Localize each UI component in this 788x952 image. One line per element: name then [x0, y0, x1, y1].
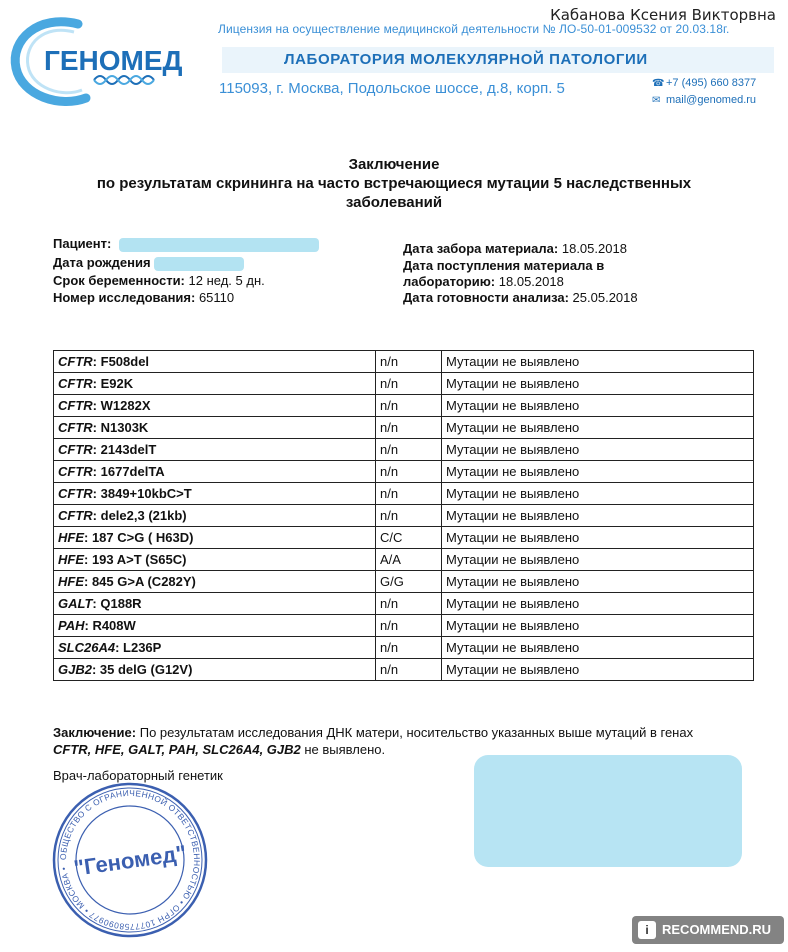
gene-name: CFTR	[58, 486, 93, 501]
genotype-cell: n/n	[376, 483, 442, 505]
ready-date-label: Дата готовности анализа:	[403, 290, 569, 305]
dob-row	[53, 255, 244, 271]
table-row	[54, 505, 754, 527]
conclusion-text-1: По результатам исследования ДНК матери, носительство указанных выше мутаций в генах	[139, 725, 694, 740]
result-cell: Мутации не выявлено	[442, 615, 754, 637]
result-cell: Мутации не выявлено	[442, 571, 754, 593]
uploader-name: Кабанова Ксения Викторвна	[550, 6, 776, 24]
result-cell: Мутации не выявлено	[442, 505, 754, 527]
received-date-label-1: Дата поступления материала в	[403, 258, 605, 273]
envelope-icon: ✉	[652, 95, 661, 106]
patient-name-label: Пациент:	[53, 236, 112, 251]
genotype-cell: n/n	[376, 417, 442, 439]
table-row	[54, 549, 754, 571]
genotype-cell: n/n	[376, 615, 442, 637]
phone-icon: ☎	[652, 78, 665, 89]
table-row	[54, 593, 754, 615]
mail-line	[652, 94, 756, 106]
gene-mutation-cell	[54, 615, 376, 637]
gene-mutation-cell	[54, 593, 376, 615]
table-row	[54, 461, 754, 483]
mutation-name: E92K	[100, 376, 134, 391]
license-text: Лицензия на осуществление медицинской деятельности № ЛО-50-01-009532 от 20.03.18г.	[218, 22, 730, 36]
pregnancy-value: 12 нед. 5 дн.	[188, 273, 265, 288]
table-row	[54, 439, 754, 461]
gene-colon: :	[92, 420, 101, 435]
gene-colon: :	[92, 354, 101, 369]
pregnancy-row	[53, 273, 265, 289]
result-cell: Мутации не выявлено	[442, 593, 754, 615]
received-date-row	[403, 258, 604, 290]
gene-colon: :	[84, 530, 92, 545]
conclusion-genes: CFTR, HFE, GALT, PAH, SLC26A4, GJB2	[53, 742, 301, 757]
gene-name: CFTR	[58, 442, 93, 457]
gene-name: CFTR	[58, 508, 93, 523]
genotype-cell: n/n	[376, 505, 442, 527]
collect-date-label: Дата забора материала:	[403, 241, 559, 256]
result-cell: Мутации не выявлено	[442, 417, 754, 439]
gene-mutation-cell	[54, 549, 376, 571]
result-cell: Мутации не выявлено	[442, 637, 754, 659]
received-date-label-2: лабораторию:	[403, 274, 496, 289]
table-row	[54, 637, 754, 659]
mutation-name: 193 A>T (S65C)	[91, 552, 187, 567]
gene-name: GJB2	[58, 662, 92, 677]
results-table	[53, 350, 754, 681]
table-row	[54, 351, 754, 373]
table-row	[54, 483, 754, 505]
genotype-cell: n/n	[376, 439, 442, 461]
conclusion-label: Заключение:	[53, 725, 137, 740]
gene-name: HFE	[58, 530, 84, 545]
mutation-name: L236P	[123, 640, 162, 655]
gene-mutation-cell	[54, 395, 376, 417]
email-address: mail@genomed.ru	[666, 94, 757, 106]
genotype-cell: n/n	[376, 637, 442, 659]
gene-colon: :	[91, 662, 100, 677]
result-cell: Мутации не выявлено	[442, 351, 754, 373]
recommend-watermark	[632, 916, 784, 944]
mutation-name: R408W	[92, 618, 136, 633]
table-row	[54, 417, 754, 439]
title-line-2: по результатам скрининга на часто встречающиеся мутации 5 наследственных	[96, 175, 692, 192]
ready-date-value: 25.05.2018	[572, 290, 638, 305]
table-row	[54, 615, 754, 637]
redacted-signature	[474, 755, 742, 867]
recommend-logo-icon: i	[638, 921, 656, 939]
genotype-cell: C/C	[376, 527, 442, 549]
gene-name: HFE	[58, 552, 84, 567]
gene-name: SLC26A4	[58, 640, 116, 655]
genotype-cell: n/n	[376, 659, 442, 681]
patient-name-row	[53, 236, 319, 252]
gene-name: CFTR	[58, 354, 93, 369]
gene-name: PAH	[58, 618, 85, 633]
redacted-patient-name	[119, 238, 319, 252]
lab-address: 115093, г. Москва, Подольское шоссе, д.8, корп. 5	[219, 80, 565, 97]
mutation-name: 1677delTA	[100, 464, 165, 479]
gene-name: CFTR	[58, 464, 93, 479]
dob-label: Дата рождения	[53, 255, 151, 270]
mutation-name: dele2,3 (21kb)	[100, 508, 187, 523]
gene-colon: :	[84, 574, 92, 589]
doctor-label: Врач-лабораторный генетик	[53, 768, 223, 783]
study-number-value: 65110	[198, 290, 235, 305]
received-date-value: 18.05.2018	[498, 274, 564, 289]
collect-date-value: 18.05.2018	[561, 241, 627, 256]
result-cell: Мутации не выявлено	[442, 461, 754, 483]
gene-mutation-cell	[54, 637, 376, 659]
gene-colon: :	[92, 376, 101, 391]
mutation-name: 845 G>A (C282Y)	[91, 574, 196, 589]
stamp-ring-text: ОБЩЕСТВО С ОГРАНИЧЕННОЙ ОТВЕТСТВЕННОСТЬЮ • ОГРН 1077758090977 • МОСКВА •	[57, 787, 203, 933]
result-cell: Мутации не выявлено	[442, 659, 754, 681]
gene-name: CFTR	[58, 398, 93, 413]
watermark-text: RECOMMEND.RU	[662, 922, 772, 937]
result-cell: Мутации не выявлено	[442, 373, 754, 395]
gene-colon: :	[84, 618, 93, 633]
gene-mutation-cell	[54, 351, 376, 373]
gene-colon: :	[92, 486, 101, 501]
collect-date-row	[403, 241, 627, 257]
lab-name-banner: ЛАБОРАТОРИЯ МОЛЕКУЛЯРНОЙ ПАТОЛОГИИ	[222, 47, 774, 73]
gene-mutation-cell	[54, 659, 376, 681]
gene-name: CFTR	[58, 420, 93, 435]
gene-colon: :	[115, 640, 124, 655]
results-table-body	[54, 351, 754, 681]
mutation-name: N1303K	[100, 420, 149, 435]
stamp-center-text: "Геномед"	[72, 840, 188, 881]
gene-mutation-cell	[54, 461, 376, 483]
result-cell: Мутации не выявлено	[442, 527, 754, 549]
gene-colon: :	[92, 464, 101, 479]
result-cell: Мутации не выявлено	[442, 483, 754, 505]
table-row	[54, 659, 754, 681]
table-row	[54, 373, 754, 395]
mutation-name: F508del	[100, 354, 150, 369]
result-cell: Мутации не выявлено	[442, 395, 754, 417]
mutation-name: 187 C>G ( H63D)	[91, 530, 194, 545]
gene-colon: :	[84, 552, 92, 567]
gene-colon: :	[92, 508, 101, 523]
pregnancy-label: Срок беременности:	[53, 273, 185, 288]
genotype-cell: G/G	[376, 571, 442, 593]
genotype-cell: n/n	[376, 461, 442, 483]
gene-mutation-cell	[54, 571, 376, 593]
title-line-3: заболеваний	[345, 194, 443, 211]
gene-mutation-cell	[54, 483, 376, 505]
gene-mutation-cell	[54, 439, 376, 461]
gene-mutation-cell	[54, 373, 376, 395]
gene-name: GALT	[58, 596, 93, 611]
genotype-cell: n/n	[376, 351, 442, 373]
clinic-stamp	[50, 780, 210, 940]
genotype-cell: A/A	[376, 549, 442, 571]
gene-mutation-cell	[54, 527, 376, 549]
phone-line	[652, 77, 756, 89]
document-title	[40, 155, 748, 212]
conclusion-text-2: не выявлено.	[304, 742, 386, 757]
genotype-cell: n/n	[376, 395, 442, 417]
gene-mutation-cell	[54, 417, 376, 439]
result-cell: Мутации не выявлено	[442, 549, 754, 571]
gene-name: CFTR	[58, 376, 93, 391]
gene-mutation-cell	[54, 505, 376, 527]
genomed-logo	[8, 10, 203, 110]
table-row	[54, 571, 754, 593]
phone-number: +7 (495) 660 8377	[666, 77, 757, 89]
mutation-name: 35 delG (G12V)	[99, 662, 193, 677]
mutation-name: W1282X	[100, 398, 151, 413]
mutation-name: 3849+10kbC>T	[100, 486, 192, 501]
gene-colon: :	[92, 442, 101, 457]
table-row	[54, 527, 754, 549]
logo-text: ГЕНОМЕД	[44, 45, 183, 76]
mutation-name: Q188R	[100, 596, 142, 611]
gene-colon: :	[92, 596, 101, 611]
redacted-dob	[154, 257, 244, 271]
conclusion	[53, 724, 763, 758]
gene-name: HFE	[58, 574, 84, 589]
title-line-1: Заключение	[348, 156, 440, 173]
result-cell: Мутации не выявлено	[442, 439, 754, 461]
genotype-cell: n/n	[376, 593, 442, 615]
gene-colon: :	[92, 398, 101, 413]
mutation-name: 2143delT	[100, 442, 157, 457]
table-row	[54, 395, 754, 417]
ready-date-row	[403, 290, 638, 306]
study-number-row	[53, 290, 234, 306]
genotype-cell: n/n	[376, 373, 442, 395]
study-number-label: Номер исследования:	[53, 290, 196, 305]
